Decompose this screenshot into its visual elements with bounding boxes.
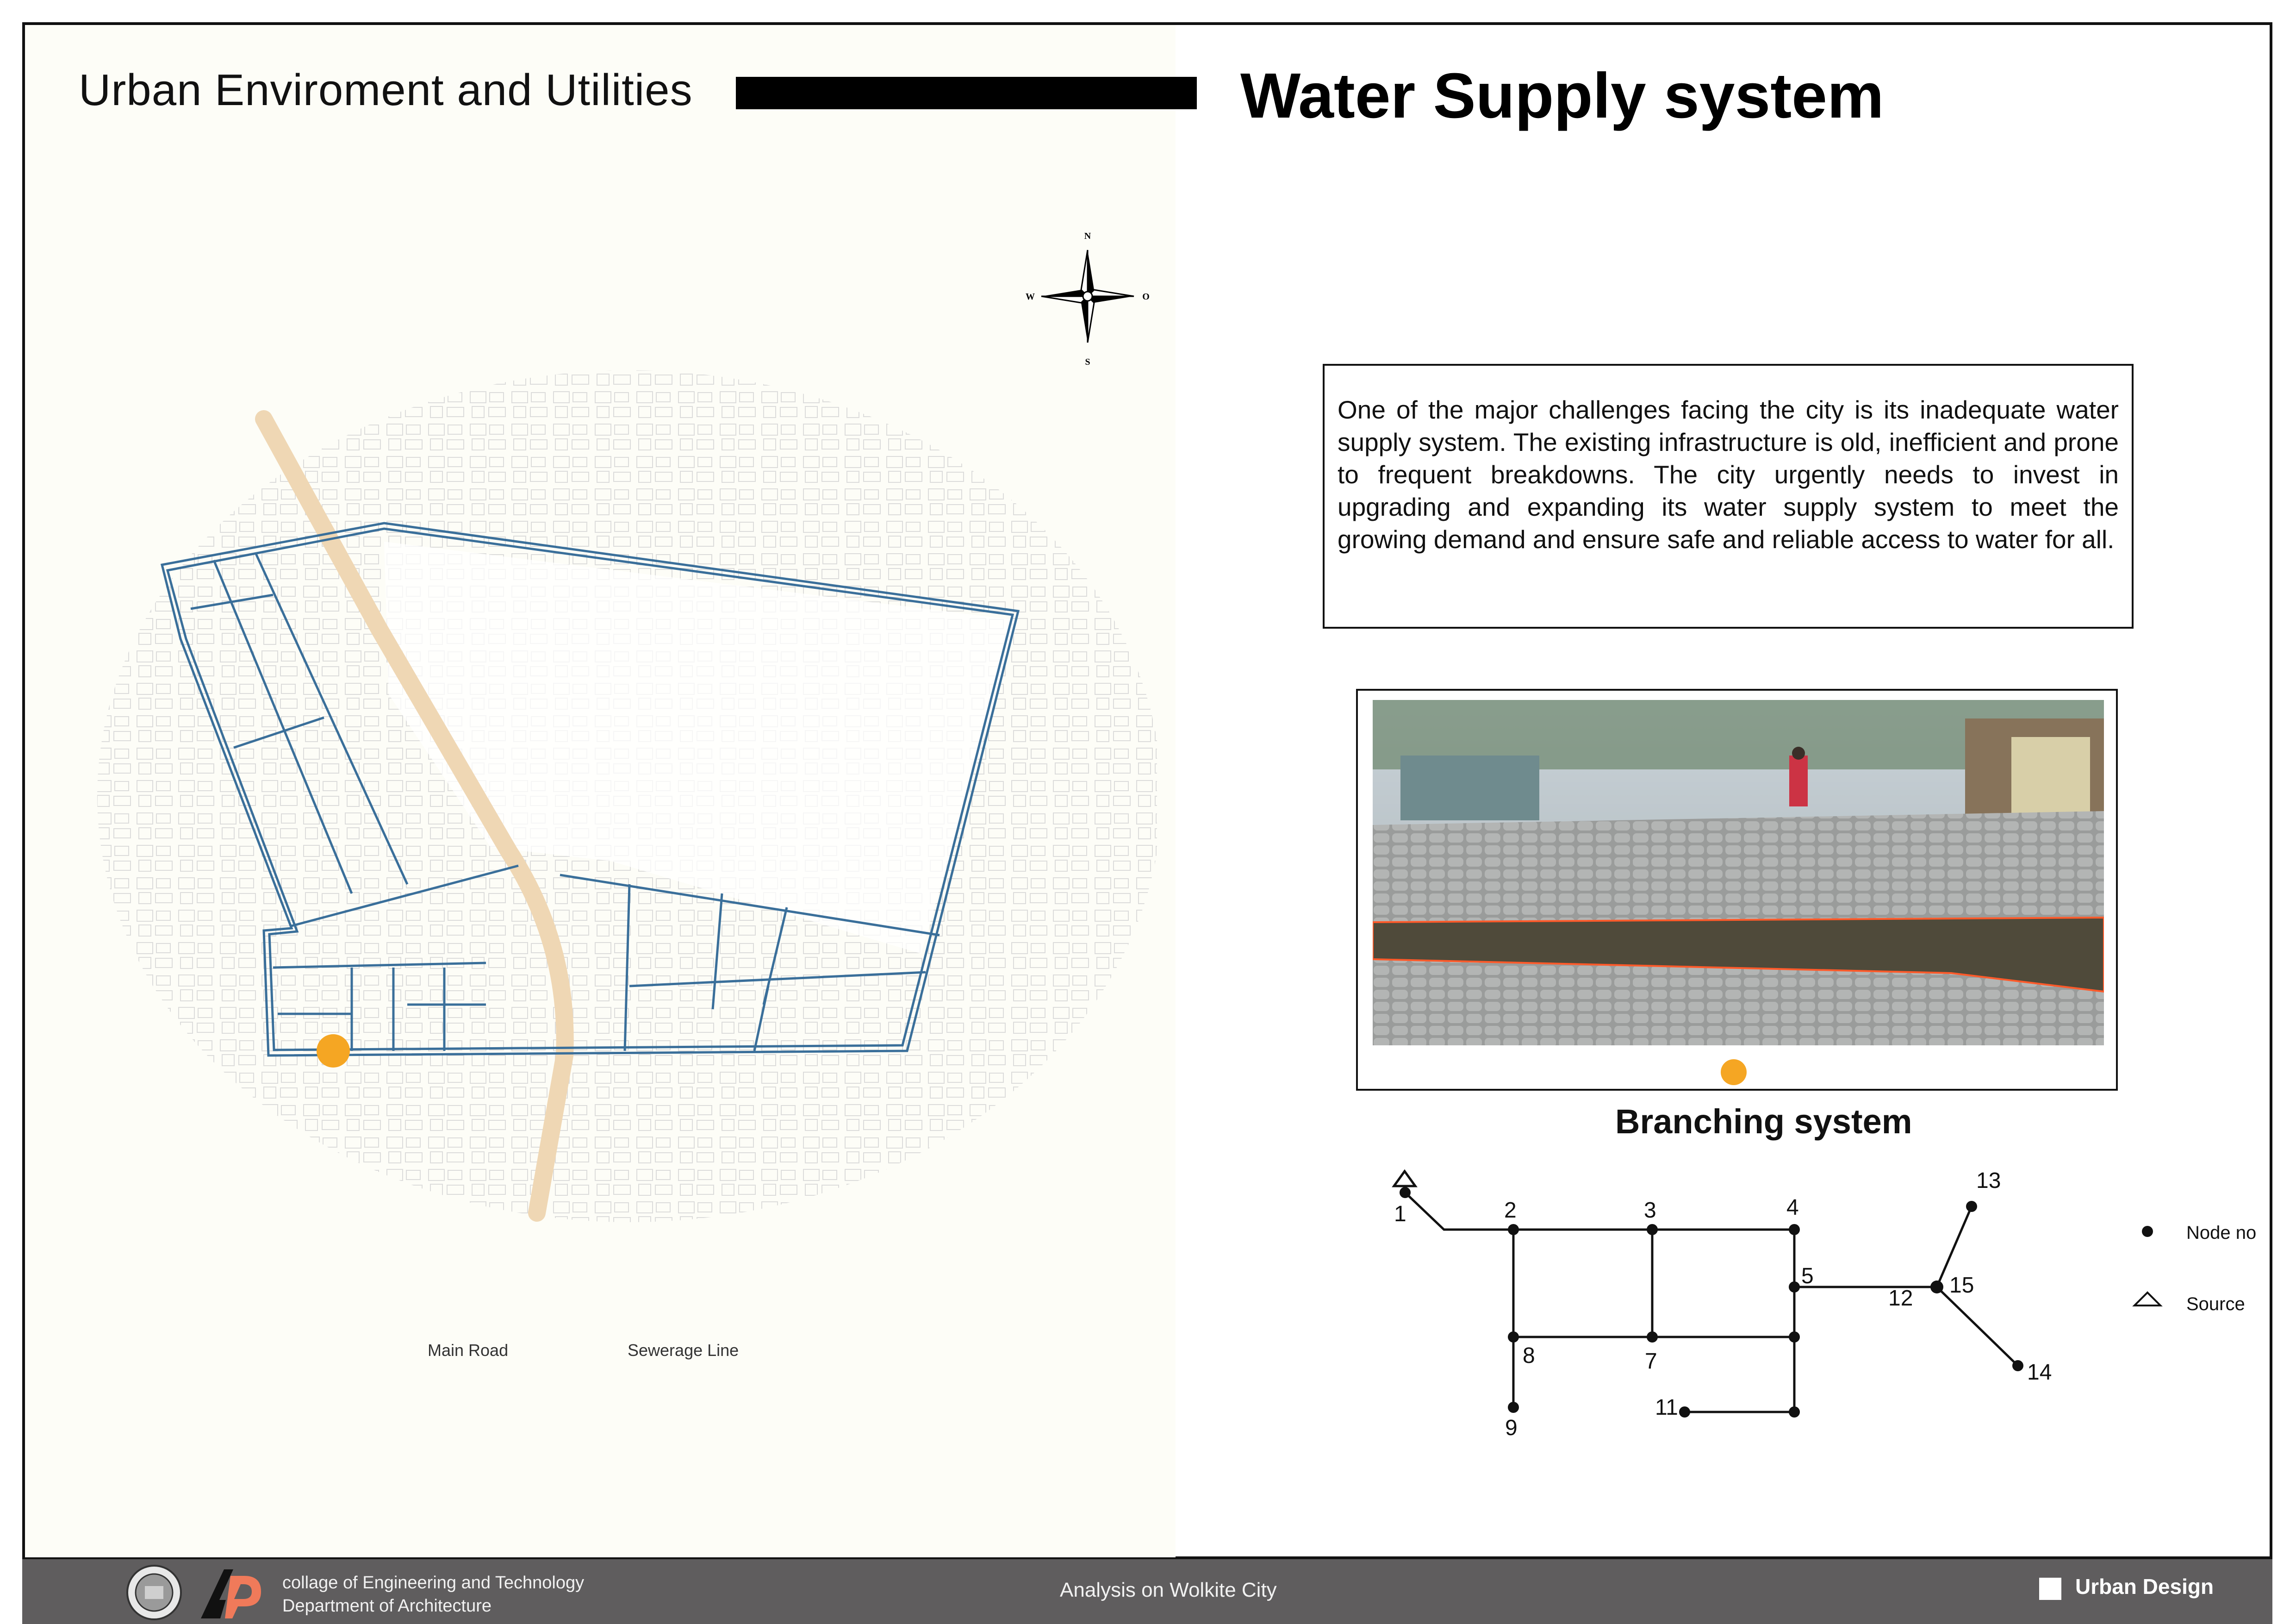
source-marker [317,1034,350,1068]
node-label: 4 [1786,1195,1799,1220]
node-label: 14 [2027,1360,2052,1385]
node-label: 2 [1504,1198,1517,1223]
node-label: 11 [1655,1395,1678,1420]
node-legend-icon [2142,1226,2153,1237]
compass-west-label: W [1026,292,1035,302]
node [1789,1406,1800,1418]
header-divider-bar [736,77,1197,109]
node [1647,1331,1658,1343]
footer-right-label: Urban Design [2075,1574,2214,1599]
network-legend [2129,1213,2286,1324]
architecture-logo-icon [198,1567,263,1620]
node [1508,1224,1519,1235]
node-label: 7 [1645,1349,1657,1374]
description-text: One of the major challenges facing the city is its inadequate water supply system. The existing infrastructure is old, inefficient and prone to frequent breakdowns. The city urgently needs to invest in upgrading and expanding its water supply system to meet the growing demand and ensure safe and reliable access to water for all. [1338,395,2119,554]
source-legend-icon [2134,1293,2160,1305]
street-photo-frame [1356,689,2118,1091]
node [1679,1406,1690,1418]
site-map [93,324,1157,1250]
footer-square-icon [2039,1578,2061,1600]
node-label: 9 [1505,1416,1518,1440]
legend-sewerage-line: Sewerage Line [628,1341,739,1360]
university-seal-icon [124,1564,184,1621]
department-name: Department of Architecture [282,1596,492,1616]
legend-node-label: Node no [2186,1223,2257,1243]
node [2012,1360,2023,1371]
node-label: 12 [1888,1286,1913,1311]
node [1647,1224,1658,1235]
street-photo [1373,700,2104,1045]
description-box [1323,364,2134,629]
node-label: 13 [1976,1168,2001,1193]
node [1789,1331,1800,1343]
node [1789,1224,1800,1235]
legend-main-road: Main Road [428,1341,509,1360]
compass-south-label: S [1085,357,1090,366]
footer-center-title: Analysis on Wolkite City [1060,1579,1277,1601]
node [1930,1280,1943,1293]
subject-title: Urban Enviroment and Utilities [79,65,693,115]
node [1508,1331,1519,1343]
branching-system-title: Branching system [1615,1102,1912,1141]
node [1966,1201,1977,1212]
compass-north-label: N [1084,231,1091,241]
node-label: 8 [1523,1343,1535,1368]
footer-college [282,1571,584,1618]
legend-source-label: Source [2186,1294,2245,1314]
node-label: 5 [1801,1264,1814,1288]
compass-east-label: O [1142,292,1150,302]
source-triangle-icon [1394,1171,1415,1186]
node [1508,1402,1519,1413]
node [1789,1281,1800,1293]
page-title: Water Supply system [1240,60,1884,131]
node-label: 1 [1394,1202,1406,1226]
node-label: 15 [1949,1273,1974,1298]
college-name: collage of Engineering and Technology [282,1573,585,1593]
node [1400,1187,1411,1198]
branching-network-diagram [1365,1162,2060,1449]
photo-location-marker [1721,1059,1747,1085]
node-label: 3 [1644,1198,1656,1223]
